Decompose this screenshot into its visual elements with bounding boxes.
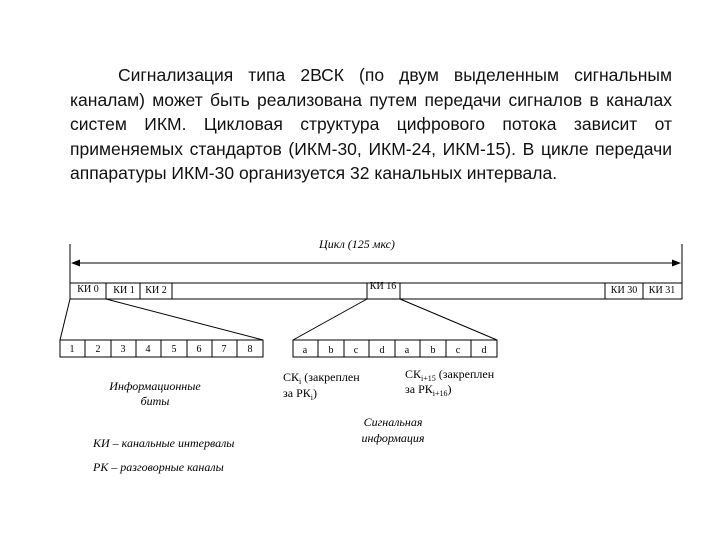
slot-ki2: КИ 2 [145,285,167,296]
bit-label: 1 [69,344,75,355]
signal-bit-label: c [455,345,461,356]
signal-bit-label: a [404,345,410,356]
legend-ki: КИ – канальные интервалы [93,436,235,450]
slot-ki16: КИ 16 [369,281,397,292]
info-bits-label-line2: биты [140,394,170,408]
slot-ki31: КИ 31 [648,285,676,296]
bit-label: 7 [221,344,227,355]
bit-label: 2 [95,344,101,355]
sk-i15-label-line2: за $РК_{i+16}$) [405,382,452,398]
expand-line-ki16-right [400,299,497,340]
slot-ki1: КИ 1 [113,285,135,296]
signal-bit-label: b [328,345,334,356]
sk-i15-label-line1: $СК_{i+15}$ (закреплен [405,367,495,383]
signal-bit-label: b [430,345,436,356]
slot-ki0: КИ 0 [77,284,99,295]
signal-info-label-line1: Сигнальная [363,415,423,429]
legend-rk: РК – разговорные каналы [93,460,224,474]
sk-i-label-line1: $СК_i$ (закреплен [283,370,360,386]
expand-line-ki0-right [106,299,263,340]
bit-label: 6 [196,344,202,355]
cycle-label: Цикл (125 мкс) [319,237,395,251]
bit-label: 8 [247,344,253,355]
signal-info-label-line2: информация [361,431,425,445]
slot-ki30: КИ 30 [610,285,638,296]
sk-i-label-line2: за $РК_i$) [283,386,317,402]
signal-bit-label: d [481,345,487,356]
paragraph-text: Сигнализация типа 2ВСК (по двум выделенным сигнальным каналам) может быть реализована путем передачи сигналов в каналах систем ИКМ. Цикловая структура цифрового потока зависит от применяемых стандартов (ИКМ-30, ИКМ-24, ИКМ-15). В цикле передачи аппаратуры ИКМ-30 организуется 32 канальных интервала. [70,65,672,183]
expand-line-ki0-left [60,299,70,340]
signal-bit-label: a [302,345,308,356]
signal-bit-label: d [379,345,385,356]
bit-label: 4 [145,344,151,355]
expand-line-ki16-left [293,299,367,340]
info-bits-label-line1: Информационные [109,379,201,393]
signal-bit-label: c [353,345,359,356]
bit-label: 5 [171,344,177,355]
bit-label: 3 [120,344,126,355]
